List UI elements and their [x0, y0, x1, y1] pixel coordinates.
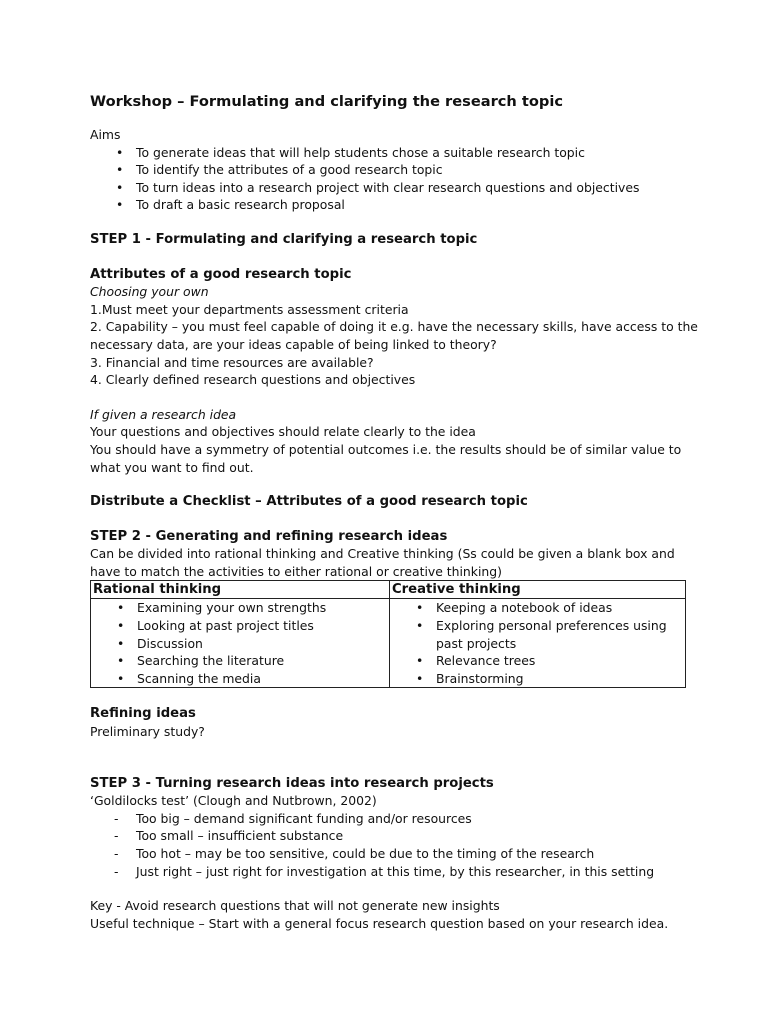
table-header-row — [91, 581, 686, 599]
list-item: • Searching the literature — [137, 652, 389, 670]
aims-item: • To draft a basic research proposal — [136, 196, 708, 214]
list-item: • Discussion — [137, 635, 389, 653]
creative-cell — [390, 599, 686, 688]
list-item: • Brainstorming — [436, 670, 685, 688]
list-item: • Examining your own strengths — [137, 599, 389, 617]
given-idea-label: If given a research idea — [90, 406, 237, 422]
rational-header: Rational thinking — [91, 581, 390, 599]
key-line: Key - Avoid research questions that will not generate new insights — [90, 898, 500, 914]
list-item: • Scanning the media — [137, 670, 389, 688]
technique-line: Useful technique – Start with a general focus research question based on your research idea. — [90, 915, 669, 931]
list-item: - Too big – demand significant funding and/or resources — [136, 810, 708, 828]
checklist-heading: Distribute a Checklist – Attributes of a good research topic — [90, 494, 528, 510]
list-item: - Just right – just right for investigation at this time, by this researcher, in this setting — [136, 863, 708, 881]
choosing-line: 3. Financial and time resources are available? — [90, 354, 374, 370]
list-item: • Looking at past project titles — [137, 617, 389, 635]
list-item: - Too small – insufficient substance — [136, 827, 708, 845]
goldilocks-list — [90, 810, 708, 880]
aims-item: • To generate ideas that will help students chose a suitable research topic — [136, 144, 708, 162]
refining-heading: Refining ideas — [90, 706, 196, 722]
choosing-line: 4. Clearly defined research questions and objectives — [90, 372, 416, 388]
step2-heading: STEP 2 - Generating and refining research ideas — [90, 528, 448, 544]
refining-text: Preliminary study? — [90, 724, 205, 740]
attributes-heading: Attributes of a good research topic — [90, 266, 352, 282]
step2-intro: Can be divided into rational thinking and Creative thinking (Ss could be given a blank box and have to match the activities to either rational or creative thinking) — [90, 546, 675, 579]
given-line: You should have a symmetry of potential outcomes i.e. the results should be of similar value to what you want to find out. — [90, 441, 682, 475]
document-title: Workshop – Formulating and clarifying the research topic — [90, 93, 563, 110]
choosing-own-label: Choosing your own — [90, 284, 209, 300]
aims-item: • To identify the attributes of a good research topic — [136, 161, 708, 179]
list-item: • Relevance trees — [436, 652, 685, 670]
creative-list — [390, 599, 685, 687]
choosing-line: 1.Must meet your departments assessment criteria — [90, 301, 409, 317]
choosing-line: 2. Capability – you must feel capable of doing it e.g. have the necessary skills, have access to the necessary data, are your ideas capable of being linked to theory? — [90, 319, 698, 352]
aims-list — [90, 144, 708, 214]
list-item: • Keeping a notebook of ideas — [436, 599, 685, 617]
list-item: • Exploring personal preferences using past projects — [436, 617, 685, 652]
creative-header: Creative thinking — [390, 581, 686, 599]
table-row — [91, 599, 686, 688]
aims-heading: Aims — [90, 127, 121, 142]
aims-item: • To turn ideas into a research project with clear research questions and objectives — [136, 179, 708, 197]
step3-heading: STEP 3 - Turning research ideas into research projects — [90, 775, 494, 791]
list-item: - Too hot – may be too sensitive, could be due to the timing of the research — [136, 845, 708, 863]
thinking-table — [90, 580, 686, 688]
rational-cell — [91, 599, 390, 688]
step1-heading: STEP 1 - Formulating and clarifying a research topic — [90, 231, 478, 247]
rational-list — [91, 599, 389, 687]
goldilocks-line: ‘Goldilocks test’ (Clough and Nutbrown, 2002) — [90, 793, 377, 809]
given-line: Your questions and objectives should relate clearly to the idea — [90, 424, 476, 440]
